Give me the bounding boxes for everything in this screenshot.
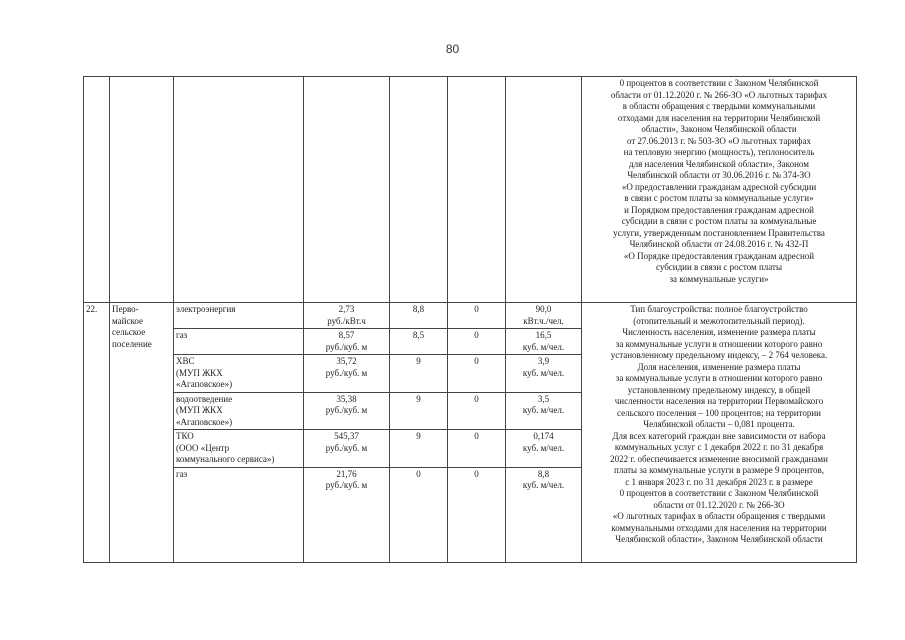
- narrative-line: (отопительный и межотопительный период).: [633, 315, 805, 326]
- tariff-line: руб./куб. м: [325, 341, 368, 352]
- service-name-line: ХВС: [176, 356, 195, 366]
- tariff-line: руб./куб. м: [325, 367, 368, 378]
- continuation-row: [84, 77, 857, 303]
- volume-cell: [506, 355, 582, 393]
- service-name: [174, 329, 304, 355]
- volume-line: куб. м/чел.: [522, 405, 565, 415]
- narrative-line: численности населения на территории Первомайского: [614, 396, 824, 406]
- volume-line: куб. м/чел.: [522, 341, 565, 352]
- narrative-line: области», Законом Челябинской области: [641, 124, 797, 134]
- settlement-name-line: майское: [112, 315, 143, 326]
- narrative-line: на тепловую энергию (мощность), теплоноситель: [623, 147, 815, 157]
- index-cell: 8,5: [390, 329, 448, 355]
- narrative-line: «О Порядке предоставления гражданам адресной: [623, 250, 815, 261]
- tariff-line: руб./куб. м: [325, 405, 368, 415]
- service-name-line: (ООО «Центр: [176, 442, 230, 453]
- narrative-line: Челябинской области от 24.08.2016 г. № 432-П: [629, 239, 809, 249]
- page-number: 80: [445, 42, 460, 56]
- narrative-line: платы за коммунальные услуги в размере 9 процентов,: [614, 465, 824, 475]
- narrative-line: области от 01.12.2020 г. № 266-ЗО: [653, 499, 785, 510]
- volume-line: 90,0: [535, 304, 552, 314]
- change-cell: 0: [448, 329, 506, 355]
- entry-number: 22.: [84, 303, 110, 563]
- service-name-line: (МУП ЖКХ: [176, 405, 223, 415]
- settlement-name-line: поселение: [112, 338, 152, 349]
- volume-line: 3,9: [537, 356, 550, 366]
- tariff-line: 2,73: [338, 304, 355, 314]
- narrative-line: «О предоставлении гражданам адресной субсидии: [621, 181, 817, 192]
- service-name-line: электроэнергия: [176, 304, 236, 314]
- number-cell-empty: [84, 77, 110, 303]
- change-cell: 0: [448, 392, 506, 430]
- narrative-line: за коммунальные услуги в отношении которого равно: [615, 373, 823, 383]
- narrative-line: Челябинской области», Законом Челябинской области: [615, 534, 823, 544]
- volume-cell: [506, 467, 582, 562]
- narrative-line: услуги, утвержденным постановлением Правительства: [613, 227, 825, 238]
- service-name-line: газ: [176, 468, 188, 479]
- index-cell: 9: [390, 430, 448, 468]
- tariff-line: 35,38: [336, 393, 357, 404]
- settlement-name-line: Перво-: [112, 304, 139, 314]
- tariff-line: 545,37: [334, 431, 359, 441]
- narrative-line: в области обращения с твердыми коммунальными: [622, 101, 816, 111]
- service-name: [174, 467, 304, 562]
- narrative-line: Челябинской области – 0,081 процента.: [643, 419, 795, 429]
- volume-cell: [506, 430, 582, 468]
- change-cell-empty: [448, 77, 506, 303]
- narrative-line: отходами для населения на территории Челябинской: [617, 112, 821, 123]
- settlement-name-line: сельское: [112, 327, 146, 337]
- narrative-line: Доля населения, изменение размера платы: [637, 361, 801, 372]
- narrative-line: коммунальных услуг с 1 декабря 2022 г. по 31 декабря: [614, 442, 824, 452]
- index-cell: 9: [390, 392, 448, 430]
- narrative-line: Тип благоустройства: полное благоустройство: [630, 304, 808, 314]
- service-name: [174, 355, 304, 393]
- narrative-line: за коммунальные услуги»: [669, 273, 769, 284]
- tariff-line: руб./куб. м: [325, 442, 368, 453]
- index-cell: 9: [390, 355, 448, 393]
- tariff-line: 21,76: [336, 468, 357, 479]
- service-cell-empty: [174, 77, 304, 303]
- volume-line: куб. м/чел.: [522, 367, 565, 378]
- tariff-cell: [304, 467, 390, 562]
- narrative-line: субсидии в связи с ростом платы: [655, 262, 783, 272]
- volume-line: куб. м/чел.: [522, 480, 565, 490]
- narrative-line: для населения Челябинской области», Законом: [629, 158, 809, 169]
- service-row: [84, 303, 857, 329]
- tariff-line: 8,57: [338, 330, 355, 340]
- settlement-cell-empty: [110, 77, 174, 303]
- narrative-line: в связи с ростом платы за коммунальные услуги»: [624, 193, 814, 203]
- volume-cell: [506, 303, 582, 329]
- narrative-line: Численность населения, изменение размера платы: [622, 327, 816, 337]
- service-name: [174, 430, 304, 468]
- change-cell: 0: [448, 467, 506, 562]
- narrative-line: 0 процентов в соответствии с Законом Челябинской: [619, 78, 819, 88]
- tariff-cell: [304, 303, 390, 329]
- index-cell: 8,8: [390, 303, 448, 329]
- change-cell: 0: [448, 430, 506, 468]
- tariff-cell: [304, 430, 390, 468]
- index-cell: 0: [390, 467, 448, 562]
- service-name: [174, 303, 304, 329]
- narrative-line: установленному предельному индексу, – 2 764 человека.: [610, 350, 828, 360]
- service-name: [174, 392, 304, 430]
- continuation-narrative: [582, 77, 857, 303]
- service-name-line: коммунального сервиса»): [176, 454, 275, 464]
- narrative-line: «О льготных тарифах в области обращения с твердыми: [612, 511, 826, 521]
- narrative-line: сельского поселения – 100 процентов; на территории: [617, 407, 821, 418]
- service-name-line: водоотведение: [176, 393, 233, 404]
- change-cell: 0: [448, 303, 506, 329]
- change-cell: 0: [448, 355, 506, 393]
- narrative-line: установленному предельному индексу, в общей: [627, 384, 811, 395]
- narrative-line: от 27.06.2013 г. № 503-ЗО «О льготных тарифах: [626, 135, 811, 146]
- tariff-line: руб./куб. м: [325, 480, 368, 490]
- narrative-line: Челябинской области от 30.06.2016 г. № 374-ЗО: [627, 170, 811, 180]
- tariff-line: 35,72: [336, 356, 357, 366]
- tariff-cell: [304, 355, 390, 393]
- volume-cell-empty: [506, 77, 582, 303]
- narrative-line: 2022 г. обеспечивается изменение вносимой гражданами: [610, 453, 828, 464]
- narrative-line: области от 01.12.2020 г. № 266-ЗО «О льготных тарифах: [610, 89, 828, 100]
- volume-cell: [506, 329, 582, 355]
- volume-line: 8,8: [537, 468, 550, 479]
- service-name-line: (МУП ЖКХ: [176, 367, 223, 378]
- narrative-line: и Порядком предоставления гражданам адресной: [624, 204, 814, 215]
- volume-line: 16,5: [535, 330, 552, 340]
- service-name-line: газ: [176, 330, 188, 340]
- tariff-cell: [304, 392, 390, 430]
- settlement-name: [110, 303, 174, 563]
- service-name-line: ТКО: [176, 431, 194, 441]
- narrative-line: коммунальными отходами для населения на территории: [611, 522, 827, 533]
- narrative-line: 0 процентов в соответствии с Законом Челябинской: [619, 488, 819, 498]
- entry-narrative: [582, 303, 857, 563]
- volume-line: кВт.ч./чел.: [523, 315, 564, 326]
- index-cell-empty: [390, 77, 448, 303]
- service-name-line: «Агаповское»): [176, 416, 233, 427]
- volume-line: куб. м/чел.: [522, 442, 565, 453]
- tariff-line: руб./кВт.ч: [327, 315, 366, 326]
- narrative-line: с 1 января 2023 г. по 31 декабря 2023 г. в размере: [625, 476, 813, 487]
- narrative-line: Для всех категорий граждан вне зависимости от набора: [612, 430, 826, 441]
- service-name-line: «Агаповское»): [176, 379, 233, 389]
- tariff-cell: [304, 329, 390, 355]
- tariff-cell-empty: [304, 77, 390, 303]
- narrative-line: за коммунальные услуги в отношении которого равно: [615, 338, 823, 349]
- volume-line: 3,5: [537, 393, 550, 404]
- tariff-table: [83, 76, 857, 563]
- narrative-line: субсидии в связи с ростом платы за коммунальные: [621, 216, 817, 226]
- volume-cell: [506, 392, 582, 430]
- volume-line: 0,174: [533, 431, 554, 441]
